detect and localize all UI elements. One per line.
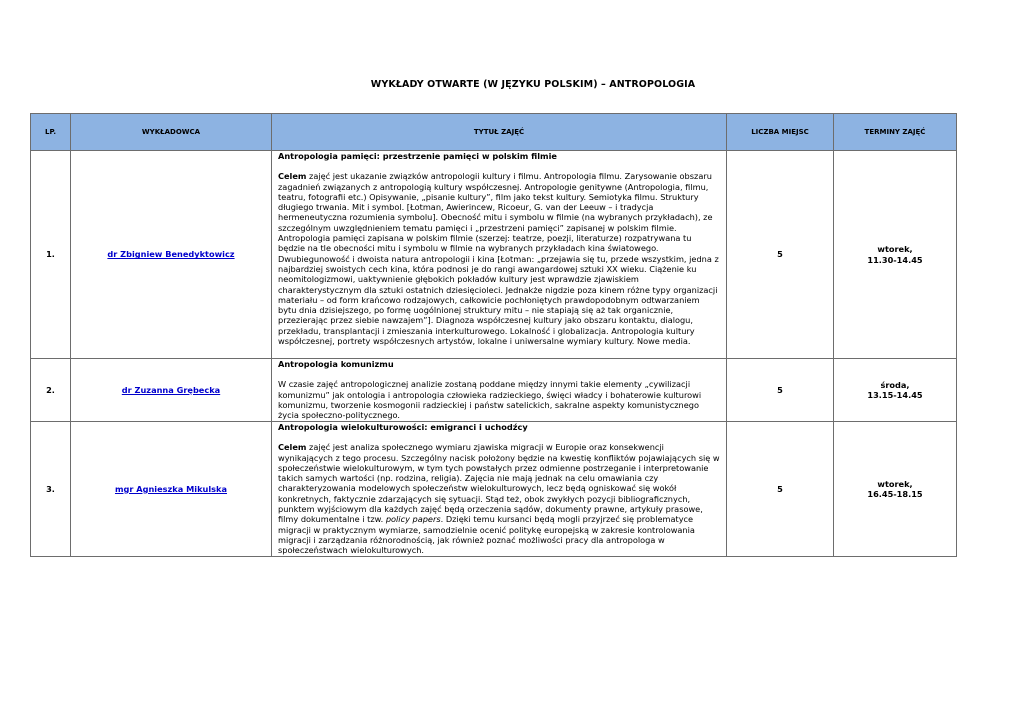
schedule-cell (834, 359, 957, 422)
lecturer-cell (71, 151, 272, 359)
schedule-day: środa, (880, 379, 910, 390)
header-seats: LICZBA MIEJSC (727, 114, 834, 151)
header-course-title: TYTUŁ ZAJĘĆ (272, 114, 727, 151)
course-title: Antropologia pamięci: przestrzenie pamięci w polskim filmie (278, 151, 557, 161)
course-description (278, 171, 720, 346)
course-description-cell (272, 151, 727, 359)
schedule-time: 11.30-14.45 (867, 254, 923, 265)
description-text: zajęć jest analiza społecznego wymiaru zjawiska migracji w Europie oraz konsekwencji wynikających z tego procesu. Szczególny nacisk położony będzie na kwestię konfliktów pojawiających się w społeczeństwie wielokulturowym, w tym tych powstałych przez odmienne postrzeganie i interpretowanie takich samych wartości (np. rodzina, religia). Zajęcia nie mają jednak na celu omawiania czy charakteryzowania modelowych społeczeństw wielokulturowych, lecz będą ogniskować się wokół konkretnych, faktycznie zdarzających się sytuacji. Stąd też, obok zwykłych pozycji bibliograficznych, punktem wyjściowym dla każdych zajęć będą orzeczenia sądów, dokumenty prawne, artykuły prasowe, filmy dokumentalne i tzw. (278, 442, 720, 525)
description-lead: Celem (278, 442, 307, 453)
lecturer-cell (71, 422, 272, 557)
description-italic: policy papers (385, 514, 441, 525)
description-lead: Celem (278, 171, 307, 182)
seats-value: 5 (727, 359, 834, 422)
header-lp: LP. (31, 114, 71, 151)
row-number: 1. (31, 151, 71, 359)
header-schedule: TERMINY ZAJĘĆ (834, 114, 957, 151)
schedule-day: wtorek, (877, 244, 913, 255)
description-text: zajęć jest ukazanie związków antropologii kultury i filmu. Antropologia filmu. Zarysowanie obszaru zagadnień związanych z antropologią kultury współczesnej. Antropologie genitywne (Antropologia, filmu, teatru, fotografii etc.) Opisywanie, „pisanie kultury”, film jako tekst kultury. Semiotyka filmu. Struktury długiego trwania. Mit i symbol. [Łotman, Awierincew, Ricoeur, G. van der Leeuw – i tradycja hermeneutyczna rozumienia symbolu]. Obecność mitu i symbolu w filmie (na wybranych przykładach), ze szczególnym uwzględnieniem tematu pamięci i „przestrzeni pamięci” zapisanej w polskim filmie. Antropologia pamięci zapisana w polskim filmie (szerzej: teatrze, poezji, literaturze) rozpatrywana tu będzie na tle obecności mitu i symbolu w filmie na wybranych przykładach kina światowego. Dwubiegunowość i dwoista natura antropologii i kina [Łotman: „przejawia się tu, przede wszystkim, jedna z najbardziej swoistych cech kina, która podnosi je do rangi awangardowej sztuki XX wieku. Ciążenie ku neomitologizmowi, uaktywnienie głębokich pokładów kultury jest wprawdzie zjawiskiem charakterystycznym dla sztuki ostatnich dziesięcioleci. Jednakże nigdzie poza kinem różne typy organizacji materiału – od form krańcowo rodzajowych, całkowicie pochłoniętych prawdopodobnym odtwarzaniem bytu dnia dzisiejszego, po formę uogólnionej struktury mitu – nie stapiają się aż tak organicznie, przezierając przez siebie nawzajem”]. Diagnoza współczesnej kultury jako obszaru kontaktu, dialogu, przekładu, transplantacji i zmieszania interkulturowego. Lokalność i globalizacja. Antropologia kultury współczesnej, portrety współczesnych artystów, lokalne i uniwersalne wymiary kultury. Nowe media. (278, 171, 719, 347)
lecturer-link[interactable]: dr Zbigniew Benedyktowicz (107, 249, 235, 260)
course-title: Antropologia wielokulturowości: emigranci i uchodźcy (278, 422, 528, 432)
seats-value: 5 (727, 151, 834, 359)
schedule-cell (834, 151, 957, 359)
course-description-cell (272, 422, 727, 557)
description-text-end: . Dzięki temu kursanci będą mogli przyjrzeć się problematyce migracji w praktycznym wymiarze, samodzielnie ocenić politykę europejską w zakresie kontrolowania migracji i zarządzania różnorodnością, jak również poznać możliwości pracy dla antropologa w społeczeństwach wielokulturowych. (278, 514, 695, 556)
header-lecturer: WYKŁADOWCA (71, 114, 272, 151)
lecturer-link[interactable]: mgr Agnieszka Mikulska (114, 483, 227, 494)
course-description: W czasie zajęć antropologicznej analizie zostaną poddane między innymi takie elementy „cywilizacji komunizmu” jak ontologia i antropologia człowieka radzieckiego, święci władcy i bohaterowie kulturowi komunizmu, tworzenie kosmogonii radzieckiej i państw satelickich, sakralne aspekty komunistycznego życia społeczno-politycznego. (278, 379, 702, 421)
schedule-cell (834, 422, 957, 557)
schedule-time: 16.45-18.15 (867, 489, 923, 499)
lecturer-link[interactable]: dr Zuzanna Grębecka (121, 384, 221, 395)
row-number: 2. (31, 359, 71, 422)
document-title: WYKŁADY OTWARTE (W JĘZYKU POLSKIM) – ANTROPOLOGIA (370, 79, 696, 90)
table-header-row (31, 114, 957, 151)
seats-value: 5 (727, 422, 834, 557)
schedule-day: wtorek, (877, 478, 913, 489)
course-description-cell (272, 359, 727, 422)
table-row (31, 359, 957, 422)
course-description (278, 442, 720, 555)
lectures-table (30, 113, 957, 557)
lecturer-cell (71, 359, 272, 422)
schedule-time: 13.15-14.45 (867, 390, 923, 400)
row-number: 3. (31, 422, 71, 557)
course-title: Antropologia komunizmu (278, 359, 394, 369)
table-row (31, 151, 957, 359)
table-row (31, 422, 957, 557)
